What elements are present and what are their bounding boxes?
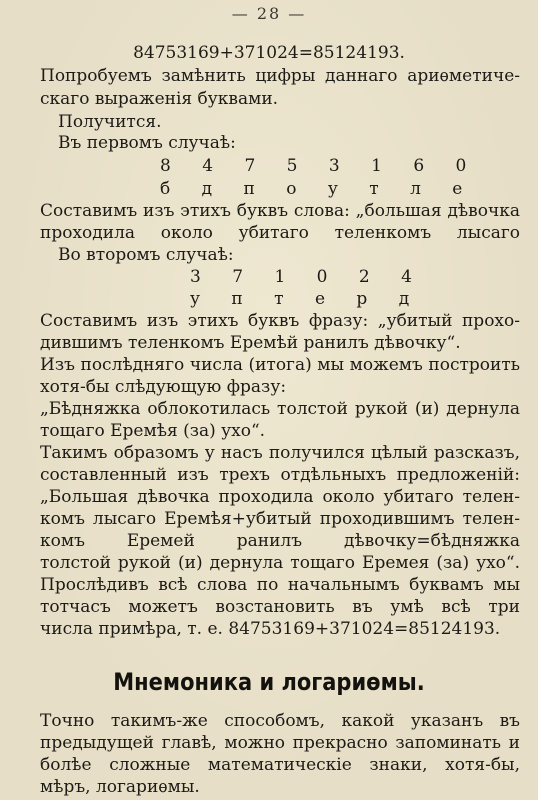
digit-row: 3 7 1 0 2 4 <box>190 267 425 287</box>
paragraph-line: толстой рукой (и) дернула тощаго Еремея (за) ухо“. <box>40 553 520 573</box>
paragraph-line: комъ лысаго Еремѣя+убитый проходившимъ телен- <box>40 509 520 529</box>
equation-line: 84753169+371024=85124193. <box>133 43 405 63</box>
paragraph-line: Такимъ образомъ у насъ получился цѣлый разсказъ, <box>40 443 520 463</box>
paragraph-line: проходила около убитаго теленкомъ лысаго <box>40 223 520 243</box>
paragraph-line: составленный изъ трехъ отдѣльныхъ предложеній: <box>40 465 520 485</box>
paragraph-line: мѣръ, логариѳмы. <box>40 777 200 797</box>
paragraph-line: комъ Еремей ранилъ дѣвочку=бѣдняжка <box>40 531 520 551</box>
paragraph-line: хотя-бы слѣдующую фразу: <box>40 377 287 397</box>
letter-row: у п т е р д <box>190 289 423 309</box>
paragraph-line: „Большая дѣвочка проходила около убитаго телен- <box>40 487 520 507</box>
paragraph-line: Составимъ изъ этихъ буквъ фразу: „убитый прохо- <box>40 311 520 331</box>
paragraph-line: тотчасъ можетъ возстановить въ умѣ всѣ три <box>40 597 520 617</box>
page-number: — 28 — <box>231 4 307 23</box>
paragraph-line: дившимъ теленкомъ Еремѣй ранилъ дѣвочку“. <box>40 333 461 353</box>
paragraph-line: Въ первомъ случаѣ: <box>58 133 236 153</box>
paragraph-line: Во второмъ случаѣ: <box>58 245 234 265</box>
paragraph-line: Изъ послѣдняго числа (итога) мы можемъ построить <box>40 355 520 375</box>
paragraph-line: предыдущей главѣ, можно прекрасно запоминать и <box>40 733 520 753</box>
section-heading: Мнемоника и логариѳмы. <box>113 668 425 696</box>
digit-row: 8 4 7 5 3 1 6 0 <box>160 156 480 176</box>
paragraph-line: скаго выраженія буквами. <box>40 89 279 109</box>
paragraph-line: числа примѣра, т. е. 84753169+371024=85124193. <box>40 619 501 639</box>
paragraph-line: Прослѣдивъ всѣ слова по начальнымъ буквамъ мы <box>40 575 520 595</box>
paragraph-line: Получится. <box>58 112 162 132</box>
paragraph-line: тощаго Еремѣя (за) ухо“. <box>40 421 266 441</box>
paragraph-line: Составимъ изъ этихъ буквъ слова: „большая дѣвочка <box>40 201 520 221</box>
paragraph-line: Попробуемъ замѣнить цифры даннаго ариѳметиче- <box>40 66 520 86</box>
paragraph-line: Точно такимъ-же способомъ, какой указанъ въ <box>40 711 520 731</box>
letter-row: б д п о у т л е <box>160 179 476 199</box>
paragraph-line: „Бѣдняжка облокотилась толстой рукой (и) дернула <box>40 399 520 419</box>
paragraph-line: болѣе сложные математическіе знаки, хотя-бы, <box>40 755 520 775</box>
